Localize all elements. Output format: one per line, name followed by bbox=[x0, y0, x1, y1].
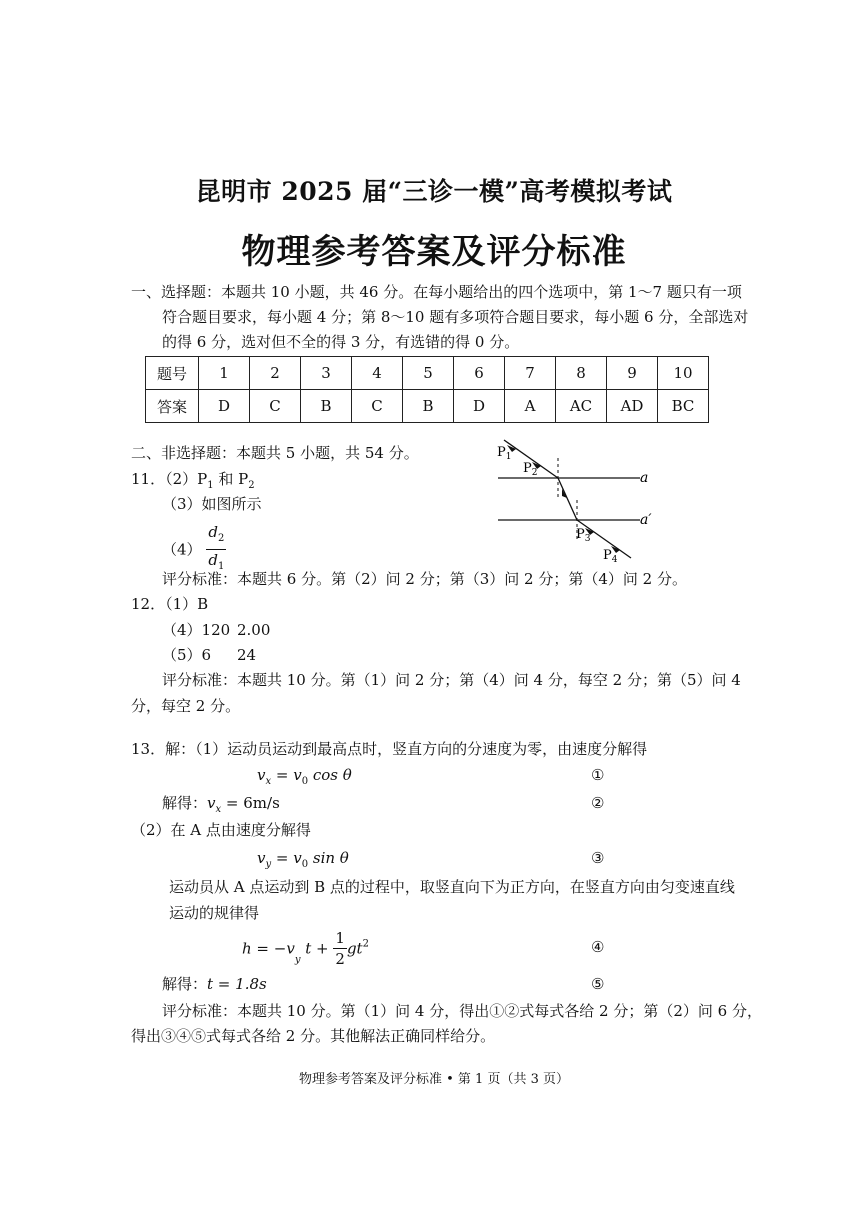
q11-p4-den: d bbox=[208, 551, 218, 569]
q13-intro: 13．解：（1）运动员运动到最高点时，竖直方向的分速度为零，由速度分解得 bbox=[131, 740, 648, 758]
q13-text-line1: 运动员从 A 点运动到 B 点的过程中，取竖直向下为正方向，在竖直方向由匀变速直线 bbox=[169, 878, 735, 896]
answer-cell: D bbox=[199, 390, 250, 423]
q12-p4b: 2.00 bbox=[237, 621, 271, 639]
question-number: 8 bbox=[556, 357, 607, 390]
answer-cell: C bbox=[352, 390, 403, 423]
exam-title: 昆明市 2025 届“三诊一模”高考模拟考试 bbox=[195, 177, 673, 206]
q13-sol2-label: 解得： bbox=[162, 975, 208, 993]
q12-p5b: 24 bbox=[237, 646, 257, 664]
answer-cell: BC bbox=[658, 390, 709, 423]
eq-mark-5: ⑤ bbox=[591, 975, 605, 993]
answer-cell: AC bbox=[556, 390, 607, 423]
question-number: 3 bbox=[301, 357, 352, 390]
question-number: 4 bbox=[352, 357, 403, 390]
label-p1: $P_1$ bbox=[497, 445, 512, 462]
page-footer: 物理参考答案及评分标准 • 第 1 页（共 3 页） bbox=[298, 1072, 569, 1087]
q13-eq4: $h = -v_y$ t + $\frac{1}{2}$ $gt^2$ bbox=[242, 929, 369, 968]
q13-eq3: $v_y = v_0$ sin θ bbox=[257, 849, 349, 870]
q13-eq4-fraction: $\frac{1}{2}$ bbox=[335, 929, 345, 968]
q13-sol1-label: 解得： bbox=[162, 794, 208, 812]
q11-p4-label: （4） bbox=[162, 540, 202, 559]
eq-mark-3: ③ bbox=[591, 849, 605, 867]
q11-p2-mid: 和 P bbox=[213, 470, 249, 488]
q12-line1 bbox=[131, 591, 208, 617]
q13-sol2: 解得：t = 1.8s bbox=[162, 975, 267, 993]
q13-text-line2: 运动的规律得 bbox=[169, 904, 260, 922]
q12-number: 12． bbox=[131, 595, 166, 613]
question-number-label: 题号 bbox=[146, 357, 199, 390]
q12-p4a: （4）120 bbox=[162, 621, 231, 639]
q13-eq1: $v_x = v_0$ cos θ bbox=[257, 766, 352, 787]
question-number: 1 bbox=[199, 357, 250, 390]
section2-header: 二、非选择题：本题共 5 小题，共 54 分。 bbox=[131, 444, 419, 462]
q13-score-line2: 得出③④⑤式每式各给 2 分。其他解法正确同样给分。 bbox=[131, 1027, 496, 1045]
q11-score: 评分标准：本题共 6 分。第（2）问 2 分；第（3）问 2 分；第（4）问 2 分。 bbox=[162, 570, 687, 588]
q11-p4-num-sub: 2 bbox=[217, 533, 225, 544]
q11-p2-sub1: 1 bbox=[207, 480, 214, 491]
question-number: 6 bbox=[454, 357, 505, 390]
answer-row bbox=[146, 390, 709, 423]
eq-mark-4: ④ bbox=[591, 938, 605, 956]
question-number: 7 bbox=[505, 357, 556, 390]
refraction-figure bbox=[490, 436, 660, 564]
answer-cell: AD bbox=[607, 390, 658, 423]
q13-sol1: 解得：$v_x = 6m/s$ bbox=[162, 794, 280, 815]
answer-cell: B bbox=[301, 390, 352, 423]
q11-p4-den-sub: 1 bbox=[217, 561, 225, 572]
q11-p2-sub2: 2 bbox=[248, 480, 255, 491]
q12-score-line1: 评分标准：本题共 10 分。第（1）问 2 分；第（4）问 4 分，每空 2 分；第（5）问 4 bbox=[162, 671, 741, 689]
question-number-row bbox=[146, 357, 709, 390]
section1-line2: 符合题目要求，每小题 4 分；第 8～10 题有多项符合题目要求，每小题 6 分，全部选对 bbox=[162, 308, 749, 326]
eq-mark-1: ① bbox=[591, 766, 605, 784]
q13-p2: （2）在 A 点由速度分解得 bbox=[131, 821, 311, 839]
answer-label: 答案 bbox=[146, 390, 199, 423]
section1-line3: 的得 6 分，选对但不全的得 3 分，有选错的得 0 分。 bbox=[162, 333, 520, 351]
answer-cell: C bbox=[250, 390, 301, 423]
question-number: 9 bbox=[607, 357, 658, 390]
document-title: 物理参考答案及评分标准 bbox=[241, 232, 627, 272]
question-number: 2 bbox=[250, 357, 301, 390]
question-number: 10 bbox=[658, 357, 709, 390]
label-p4: $P_4$ bbox=[603, 548, 618, 564]
q11-p3: （3）如图所示 bbox=[162, 495, 262, 513]
q11-p2-prefix: （2）P bbox=[165, 470, 208, 488]
answer-cell: D bbox=[454, 390, 505, 423]
answer-cell: A bbox=[505, 390, 556, 423]
label-a: a bbox=[640, 470, 649, 486]
answer-table bbox=[145, 356, 709, 423]
q12-score-line2: 分，每空 2 分。 bbox=[131, 697, 241, 715]
refracted-ray bbox=[558, 478, 577, 520]
q12-p5a: （5）6 bbox=[162, 646, 212, 664]
q11-p4-num: d bbox=[208, 523, 218, 541]
q13-score-line1: 评分标准：本题共 10 分。第（1）问 4 分，得出①②式每式各给 2 分；第（2）问 6 分， bbox=[162, 1002, 762, 1020]
q11-number: 11． bbox=[131, 470, 166, 488]
question-number: 5 bbox=[403, 357, 454, 390]
eq-mark-2: ② bbox=[591, 794, 605, 812]
label-p3: $P_3$ bbox=[576, 527, 591, 544]
label-p2: $P_2$ bbox=[523, 461, 538, 478]
q12-p1: （1）B bbox=[165, 595, 209, 613]
answer-cell: B bbox=[403, 390, 454, 423]
section1-line1: 一、选择题：本题共 10 小题，共 46 分。在每小题给出的四个选项中，第 1～7 题只有一项 bbox=[131, 283, 742, 301]
label-a-prime: a′ bbox=[640, 512, 652, 528]
